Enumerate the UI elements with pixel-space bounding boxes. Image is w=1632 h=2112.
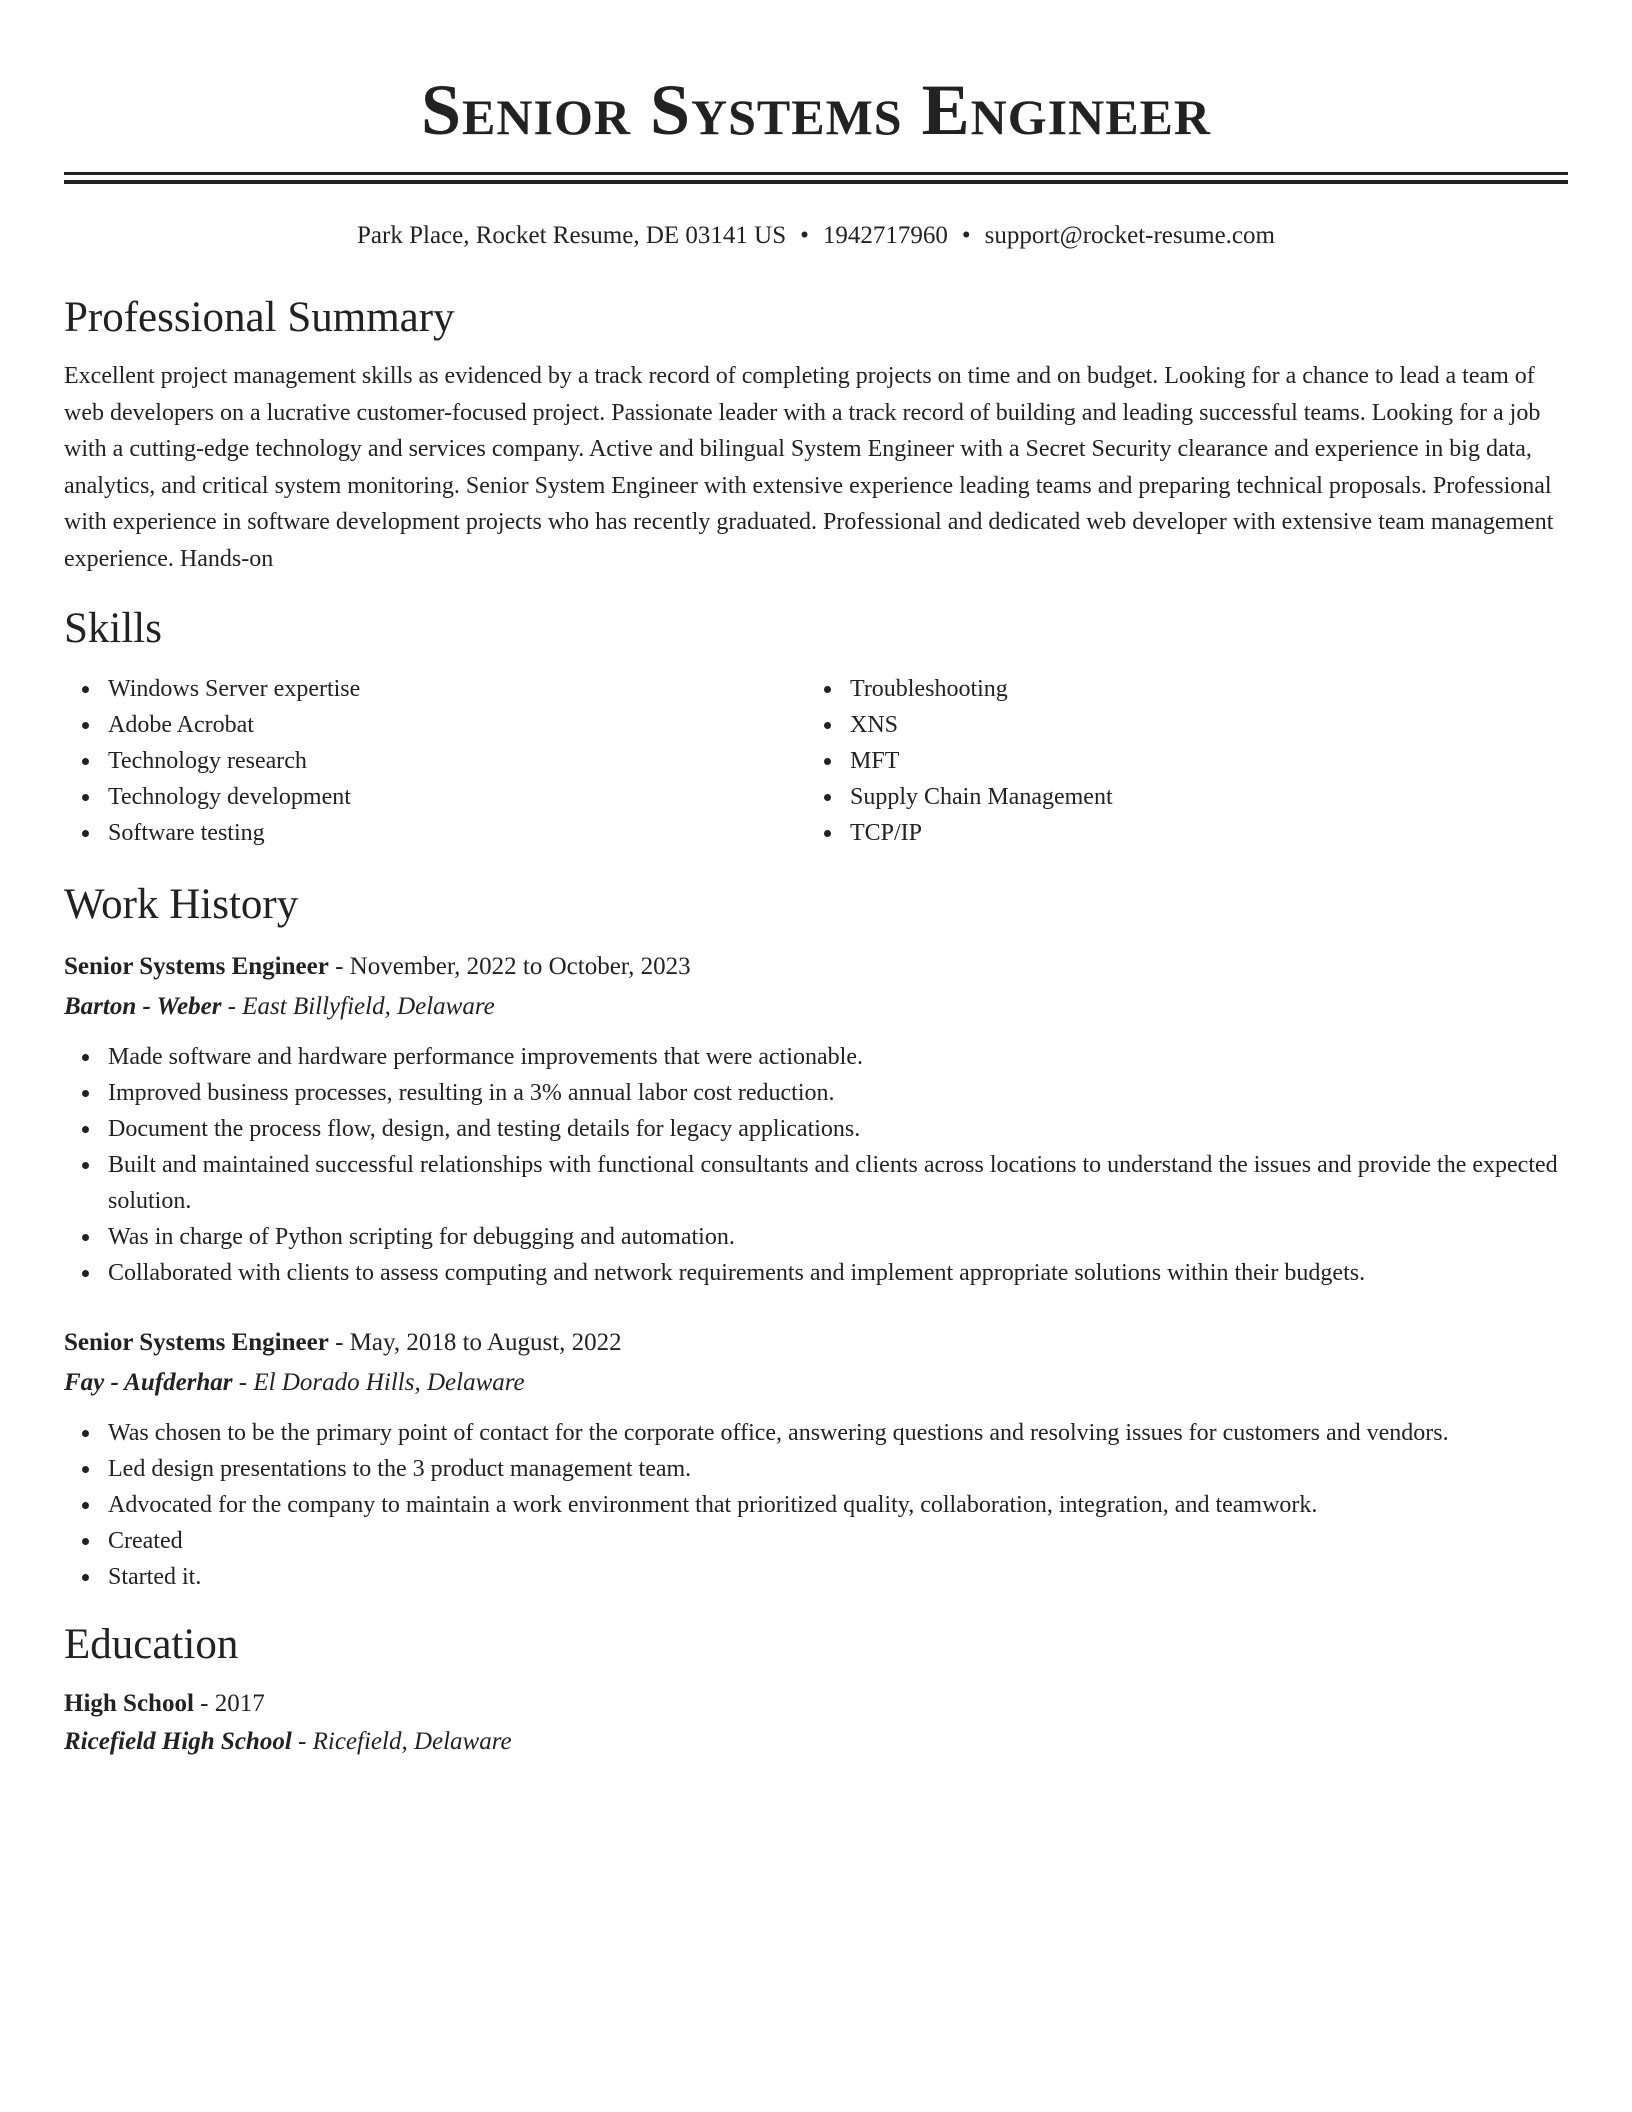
skills-grid: [64, 671, 1568, 851]
skills-list-left: [64, 671, 806, 851]
skill-item: Windows Server expertise: [64, 671, 806, 707]
job-bullet: Built and maintained successful relationships with functional consultants and clients across locations to understand the issues and provide the expected solution.: [64, 1147, 1568, 1219]
school-location: Ricefield, Delaware: [312, 1728, 512, 1755]
job-bullet: Was in charge of Python scripting for debugging and automation.: [64, 1219, 1568, 1255]
skills-list-right: [806, 671, 1506, 851]
job-bullet: Created: [64, 1523, 1568, 1559]
job-bullet: Was chosen to be the primary point of contact for the corporate office, answering questions and resolving issues for customers and vendors.: [64, 1415, 1568, 1451]
company-name: Fay - Aufderhar: [64, 1369, 233, 1396]
job-title: Senior Systems Engineer: [64, 1329, 329, 1356]
education-year: 2017: [214, 1690, 265, 1717]
job-bullet: Advocated for the company to maintain a work environment that prioritized quality, collaboration, integration, and teamwork.: [64, 1487, 1568, 1523]
contact-separator: •: [800, 222, 809, 249]
dash: -: [227, 993, 236, 1020]
section-title-work-history: Work History: [64, 881, 299, 928]
job-dates: May, 2018 to August, 2022: [349, 1329, 622, 1356]
company-location: East Billyfield, Delaware: [242, 993, 495, 1020]
skill-item: MFT: [806, 743, 1506, 779]
job-dates: November, 2022 to October, 2023: [349, 953, 691, 980]
job-header: [64, 1323, 1568, 1363]
skill-item: Adobe Acrobat: [64, 707, 806, 743]
job-title: Senior Systems Engineer: [64, 953, 329, 980]
contact-phone: 1942717960: [822, 222, 948, 249]
dash: -: [335, 953, 344, 980]
section-title-education: Education: [64, 1621, 239, 1668]
skill-item: Troubleshooting: [806, 671, 1506, 707]
resume-name: Senior Systems Engineer: [420, 70, 1211, 150]
job-bullets: [64, 1039, 1568, 1291]
dash: -: [200, 1690, 209, 1717]
education-header: [64, 1685, 1568, 1723]
job-entry: [64, 947, 1568, 1291]
job-bullet: Led design presentations to the 3 product management team.: [64, 1451, 1568, 1487]
contact-address: Park Place, Rocket Resume, DE 03141 US: [357, 222, 787, 249]
skill-item: TCP/IP: [806, 815, 1506, 851]
job-bullets: [64, 1415, 1568, 1595]
job-header: [64, 947, 1568, 987]
company-line: [64, 987, 1568, 1027]
skill-item: Software testing: [64, 815, 806, 851]
skill-item: Supply Chain Management: [806, 779, 1506, 815]
company-location: El Dorado Hills, Delaware: [253, 1369, 525, 1396]
dash: -: [335, 1329, 344, 1356]
job-bullet: Document the process flow, design, and testing details for legacy applications.: [64, 1111, 1568, 1147]
job-bullet: Started it.: [64, 1559, 1568, 1595]
dash: -: [298, 1728, 307, 1755]
summary-text: Excellent project management skills as evidenced by a track record of completing projects on time and on budget. Looking for a chance to lead a team of web developers on a lucrative customer-focused project. Passionate leader with a track record of building and leading successful teams. Looking for a job with a cutting-edge technology and services company. Active and bilingual System Engineer with a Secret Security clearance and experience in big data, analytics, and critical system monitoring. Senior System Engineer with extensive experience leading teams and preparing technical proposals. Professional with experience in software development projects who has recently graduated. Professional and dedicated web developer with extensive team management experience. Hands-on: [64, 363, 1554, 572]
section-title-skills: Skills: [64, 605, 162, 652]
skill-item: Technology research: [64, 743, 806, 779]
section-title-summary: Professional Summary: [64, 294, 455, 341]
school-name: Ricefield High School: [64, 1728, 292, 1755]
skill-item: XNS: [806, 707, 1506, 743]
contact-email[interactable]: support@rocket-resume.com: [984, 222, 1275, 249]
job-bullet: Collaborated with clients to assess computing and network requirements and implement appropriate solutions within their budgets.: [64, 1255, 1568, 1291]
job-entry: [64, 1323, 1568, 1595]
contact-separator: •: [961, 222, 971, 249]
school-line: [64, 1723, 1568, 1761]
job-bullet: Made software and hardware performance improvements that were actionable.: [64, 1039, 1568, 1075]
company-name: Barton - Weber: [64, 993, 222, 1020]
education-entry: [64, 1685, 1568, 1761]
job-bullet: Improved business processes, resulting in a 3% annual labor cost reduction.: [64, 1075, 1568, 1111]
company-line: [64, 1363, 1568, 1403]
header-double-rule: [64, 172, 1568, 184]
skill-item: Technology development: [64, 779, 806, 815]
dash: -: [238, 1369, 248, 1396]
contact-line: [64, 220, 1568, 252]
education-degree: High School: [64, 1690, 194, 1717]
